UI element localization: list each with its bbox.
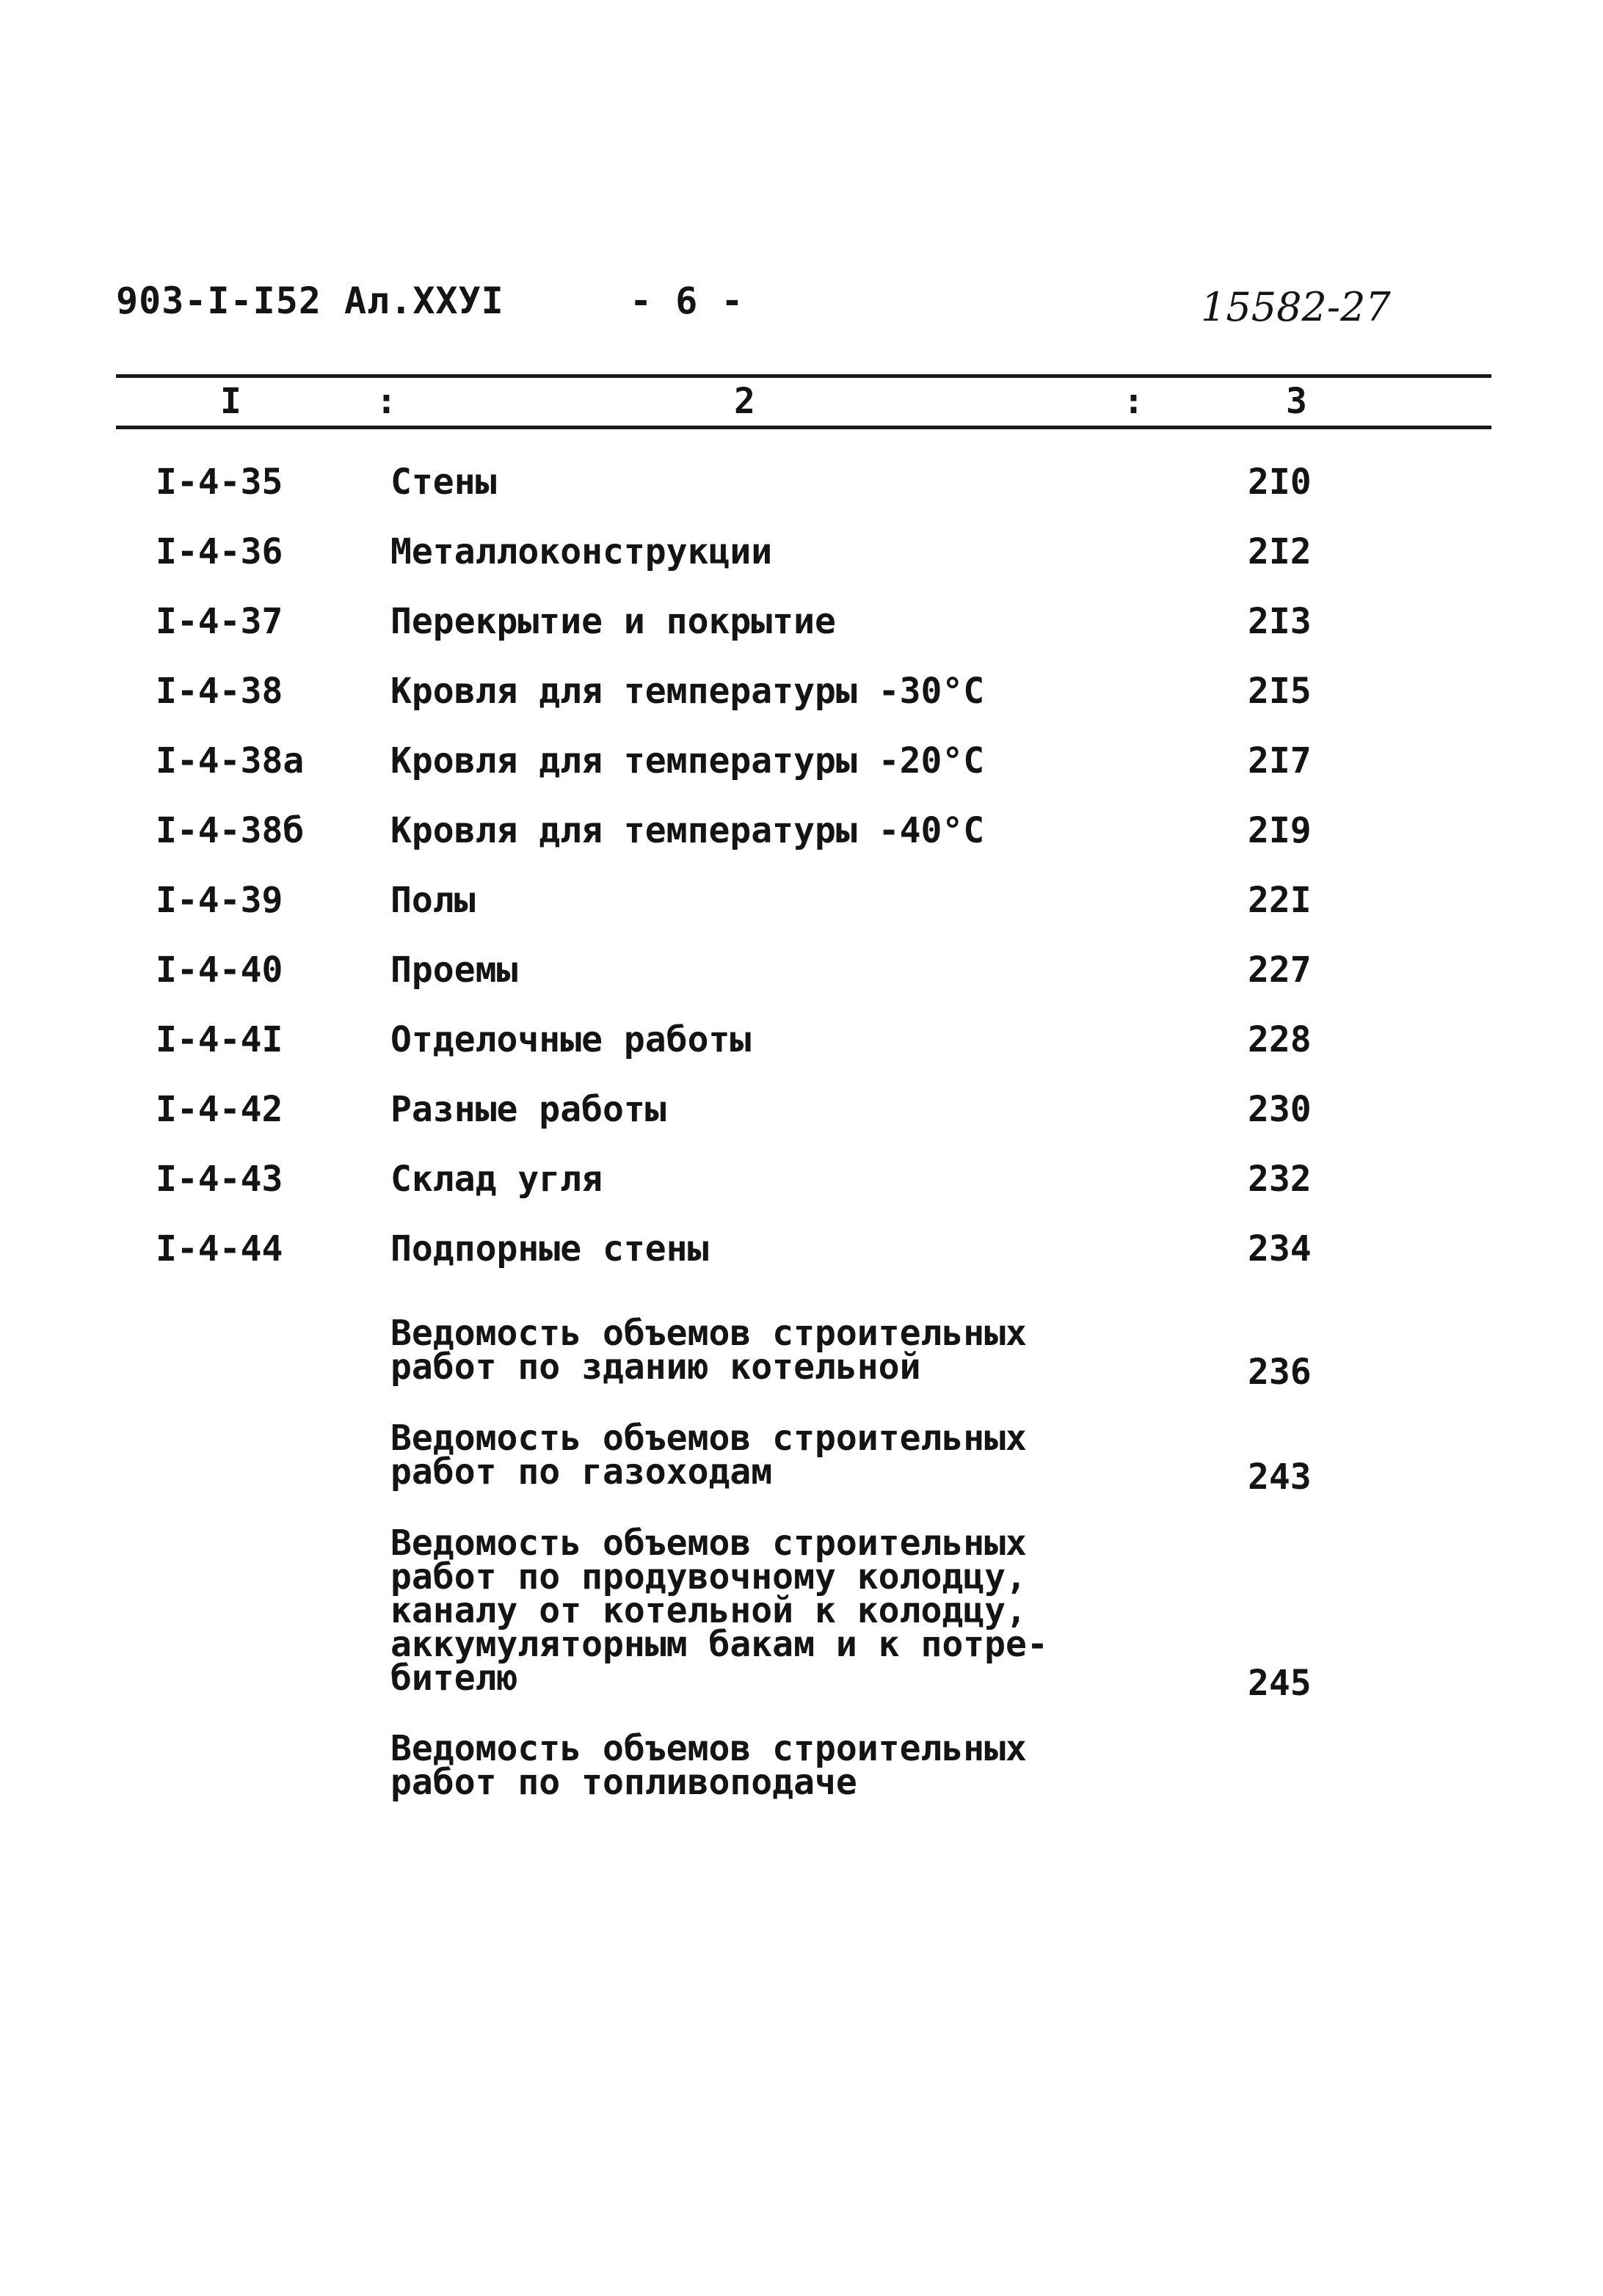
row-name: Отделочные работы	[390, 1019, 752, 1060]
table-header-bottom-rule	[116, 426, 1491, 429]
row-name: Перекрытие и покрытие	[390, 601, 836, 642]
row-code: I-4-36	[156, 531, 283, 572]
row-name: Стены	[390, 462, 497, 503]
row-code: I-4-39	[156, 880, 283, 921]
row-name: Проемы	[390, 950, 518, 991]
column-header-2: 2	[734, 381, 755, 422]
row-page: 230	[1248, 1089, 1312, 1130]
row-name: Кровля для температуры -40°C	[390, 810, 985, 851]
statement-block-page: 243	[1248, 1457, 1312, 1498]
statement-block-text: Ведомость объемов строительных работ по топливоподаче	[390, 1728, 1027, 1803]
row-page: 234	[1248, 1228, 1312, 1269]
row-page: 228	[1248, 1019, 1312, 1060]
row-code: I-4-43	[156, 1159, 283, 1200]
row-code: I-4-44	[156, 1228, 283, 1269]
row-page: 2I7	[1248, 740, 1312, 781]
row-code: I-4-40	[156, 950, 283, 991]
row-page: 2I2	[1248, 531, 1312, 572]
page-number: - 6 -	[630, 280, 744, 322]
column-separator-2: :	[1123, 381, 1144, 422]
row-page: 2I5	[1248, 671, 1312, 712]
row-page: 2I3	[1248, 601, 1312, 642]
statement-block-page: 245	[1248, 1663, 1312, 1704]
statement-block-text: Ведомость объемов строительных работ по продувочному колодцу, каналу от котельной к колодцу, аккумуляторным бакам и к потре- бителю	[390, 1523, 1048, 1699]
table-header-top-rule	[116, 374, 1491, 378]
row-page: 232	[1248, 1159, 1312, 1200]
row-name: Кровля для температуры -20°C	[390, 740, 985, 781]
statement-block-text: Ведомость объемов строительных работ по газоходам	[390, 1418, 1027, 1493]
column-separator-1: :	[376, 381, 397, 422]
row-page: 2I0	[1248, 462, 1312, 503]
column-header-3: 3	[1286, 381, 1307, 422]
row-page: 2I9	[1248, 810, 1312, 851]
row-name: Склад угля	[390, 1159, 603, 1200]
row-name: Подпорные стены	[390, 1228, 709, 1269]
row-page: 227	[1248, 950, 1312, 991]
row-code: I-4-38а	[156, 740, 305, 781]
row-name: Металлоконструкции	[390, 531, 773, 572]
row-name: Кровля для температуры -30°C	[390, 671, 985, 712]
row-name: Разные работы	[390, 1089, 666, 1130]
row-code: I-4-37	[156, 601, 283, 642]
statement-block-page: 236	[1248, 1352, 1312, 1393]
row-name: Полы	[390, 880, 476, 921]
row-code: I-4-38б	[156, 810, 305, 851]
row-code: I-4-4I	[156, 1019, 283, 1060]
row-code: I-4-38	[156, 671, 283, 712]
handwritten-reference-number: 15582-27	[1201, 284, 1391, 330]
row-page: 22I	[1248, 880, 1312, 921]
column-header-1: I	[220, 381, 241, 422]
row-code: I-4-35	[156, 462, 283, 503]
statement-block-text: Ведомость объемов строительных работ по зданию котельной	[390, 1313, 1027, 1388]
row-code: I-4-42	[156, 1089, 283, 1130]
document-code: 903-I-I52 Ал.XXУI	[116, 280, 504, 322]
